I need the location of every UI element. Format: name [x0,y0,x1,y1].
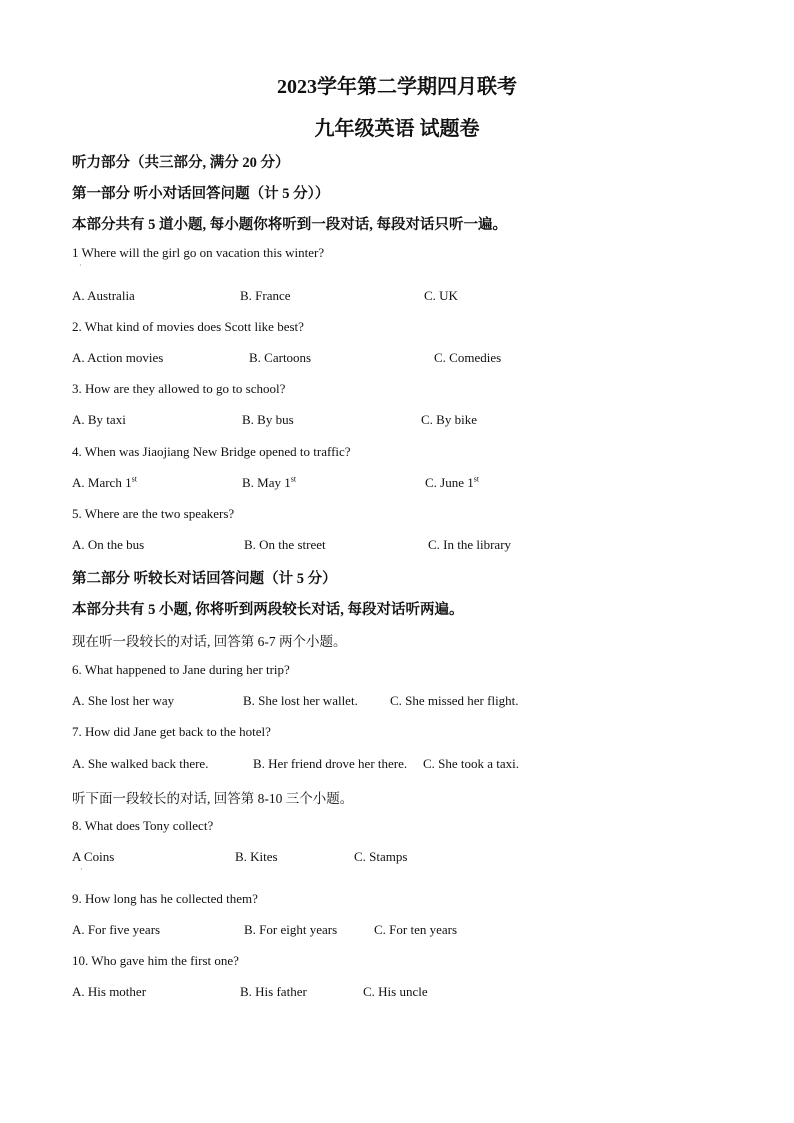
q4-option-c: C. June 1st [425,474,480,490]
q4-option-b: B. May 1st [242,474,297,490]
q1-option-a: A. Australia [72,288,135,303]
q3-option-c: C. By bike [421,412,477,427]
question-2: 2. What kind of movies does Scott like best? [72,319,304,334]
q9-option-a: A. For five years [72,922,161,937]
listening-heading: 听力部分（共三部分, 满分 20 分） [72,155,290,171]
q10-option-a: A. His mother [72,984,147,999]
part2-sub1: 现在听一段较长的对话, 回答第 6-7 两个小题。 [72,634,347,649]
q10-option-b: B. His father [240,984,307,999]
q1-option-c: C. UK [424,288,458,303]
q9-option-c: C. For ten years [374,922,458,937]
q5-option-a: A. On the bus [72,537,145,552]
q2-option-a: A. Action movies [72,350,164,365]
q5-option-b: B. On the street [244,537,326,552]
q3-option-a: A. By taxi [72,412,126,427]
question-1: 1 Where will the girl go on vacation this winter? [72,245,325,260]
question-3: 3. How are they allowed to go to school? [72,381,286,396]
exam-subtitle: 九年级英语 试题卷 [314,118,480,140]
q8-option-b: B. Kites [235,849,278,864]
q5-option-c: C. In the library [428,537,512,552]
q6-option-a: A. She lost her way [72,693,175,708]
part2-sub2: 听下面一段较长的对话, 回答第 8-10 三个小题。 [72,791,354,806]
question-4: 4. When was Jiaojiang New Bridge opened to traffic? [72,444,351,459]
q7-option-a: A. She walked back there. [72,756,209,771]
q3-option-b: B. By bus [242,412,294,427]
q8-option-a: A Coins [72,849,115,864]
q7-option-b: B. Her friend drove her there. [253,756,408,771]
question-9: 9. How long has he collected them? [72,891,258,906]
q10-option-c: C. His uncle [363,984,428,999]
q1-option-b: B. France [240,288,291,303]
q2-option-b: B. Cartoons [249,350,312,365]
q6-option-b: B. She lost her wallet. [243,693,358,708]
q8-option-c: C. Stamps [354,849,408,864]
question-6: 6. What happened to Jane during her trip? [72,662,290,677]
part1-heading: 第一部分 听小对话回答问题（计 5 分）） [72,186,330,202]
q9-option-b: B. For eight years [244,922,338,937]
question-7: 7. How did Jane get back to the hotel? [72,724,271,739]
part2-heading: 第二部分 听较长对话回答问题（计 5 分） [72,571,337,587]
part2-instruction: 本部分共有 5 小题, 你将听到两段较长对话, 每段对话听两遍。 [72,602,464,618]
q6-option-c: C. She missed her flight. [390,693,519,708]
question-10: 10. Who gave him the first one? [72,953,239,968]
stray-dot: · [80,865,83,874]
q7-option-c: C. She took a taxi. [423,756,520,771]
stray-dot: · [79,261,82,270]
question-8: 8. What does Tony collect? [72,818,214,833]
question-5: 5. Where are the two speakers? [72,506,235,521]
exam-title: 2023学年第二学期四月联考 [277,76,517,98]
q2-option-c: C. Comedies [434,350,502,365]
q4-option-a: A. March 1st [72,474,137,490]
part1-instruction: 本部分共有 5 道小题, 每小题你将听到一段对话, 每段对话只听一遍。 [72,217,507,233]
